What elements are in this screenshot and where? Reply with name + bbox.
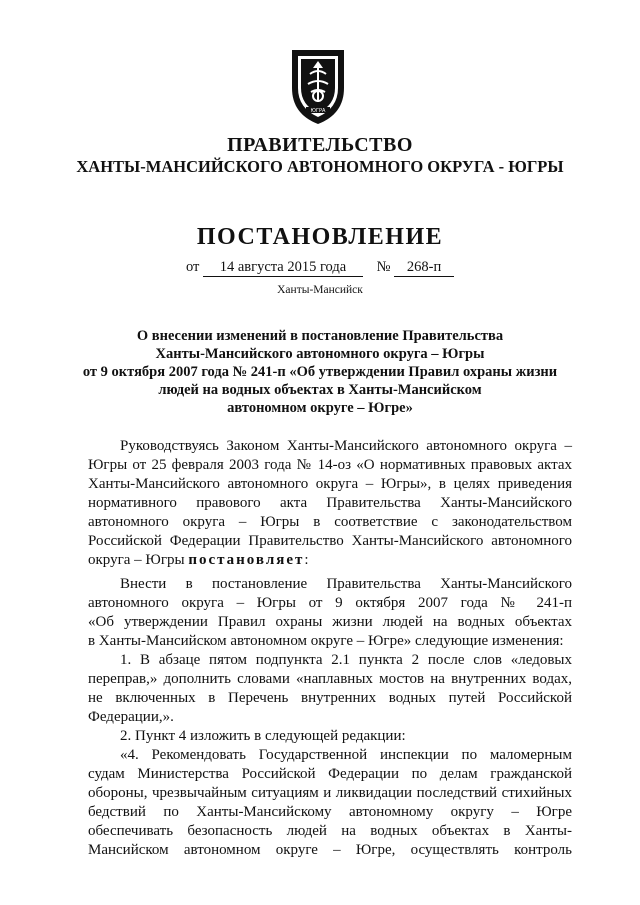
date-line [0, 259, 640, 277]
intro-paragraph [88, 575, 572, 651]
text-line: в Ханты-Мансийском автономном округе – Югре» следующие изменения: [88, 633, 564, 649]
subject-line: автономном округе – Югре» [227, 400, 413, 416]
government-subtitle: ХАНТЫ-МАНСИЙСКОГО АВТОНОМНОГО ОКРУГА - ЮГРЫ [76, 157, 564, 176]
yugra-coat-of-arms-icon [286, 44, 350, 126]
city: Ханты-Мансийск [277, 284, 363, 296]
text-line: автономного округа – Югры от 9 октября 2007 года № 241-п [88, 595, 572, 611]
text-fragment: округа – Югры [88, 552, 189, 568]
text-line: Российской Федерации Правительство Ханты-Мансийского автономного [88, 533, 572, 549]
text-fragment: : [304, 552, 309, 568]
government-title: ПРАВИТЕЛЬСТВО [227, 134, 413, 156]
text-line: Ханты-Мансийского автономного округа – Югры», в целях приведения [88, 476, 572, 492]
document-number: 268-п [394, 259, 454, 277]
text-line: «Об утверждении Правил охраны жизни людей на водных объектах [88, 614, 572, 630]
text-line: обеспечивать безопасность людей на водных объектах в Ханты- [88, 823, 572, 839]
text-line: 1. В абзаце пятом подпункта 2.1 пункта 2 после слов «ледовых [120, 652, 572, 668]
subject-line: Ханты-Мансийского автономного округа – Югры [155, 346, 485, 362]
text-line: судам Министерства Российской Федерации по делам гражданской [88, 766, 572, 782]
text-line: Руководствуясь Законом Ханты-Мансийского автономного округа – [120, 438, 572, 454]
document-date: 14 августа 2015 года [203, 259, 363, 277]
text-line: Югры от 25 февраля 2003 года № 14-оз «О нормативных правовых актах [88, 457, 572, 473]
emblem-text: ЮГРА [310, 108, 326, 114]
item-2-paragraph [88, 727, 572, 746]
resolves-word: постановляет [188, 552, 305, 568]
text-line: Внести в постановление Правительства Ханты-Мансийского [120, 576, 572, 592]
subject-line: О внесении изменений в постановление Правительства [136, 328, 504, 344]
text-line: не включенных в Перечень внутренних водных путей Российской [88, 690, 572, 706]
document-type-title: ПОСТАНОВЛЕНИЕ [196, 224, 444, 250]
text-line: переправ,» дополнить словами «наплавных мостов на внутренних водах, [88, 671, 572, 687]
subject-line: людей на водных объектах в Ханты-Мансийском [158, 382, 482, 398]
document-subject [0, 327, 640, 417]
date-prefix: от [185, 259, 200, 275]
text-line: «4. Рекомендовать Государственной инспекции по маломерным [120, 747, 572, 763]
text-line [88, 551, 572, 570]
text-line: автономного округа – Югры в соответствие с законодательством [88, 514, 572, 530]
preamble-paragraph [88, 437, 572, 570]
text-line: нормативного правового акта Правительства Ханты-Мансийского [88, 495, 572, 511]
item-2-quoted-text [88, 746, 572, 860]
subject-line: от 9 октября 2007 года № 241-п «Об утверждении Правил охраны жизни [82, 364, 558, 380]
text-line: 2. Пункт 4 изложить в следующей редакции: [120, 728, 406, 744]
text-line: Федерации,». [88, 709, 174, 725]
text-line: бедствий по Ханты-Мансийскому автономному округу – Югре [88, 804, 572, 820]
number-sign: № [376, 259, 391, 275]
item-1-paragraph [88, 651, 572, 727]
text-line: обороны, чрезвычайным ситуациям и ликвидации последствий стихийных [88, 785, 572, 801]
text-line: Мансийском автономном округе – Югре, осуществлять контроль [88, 842, 572, 858]
